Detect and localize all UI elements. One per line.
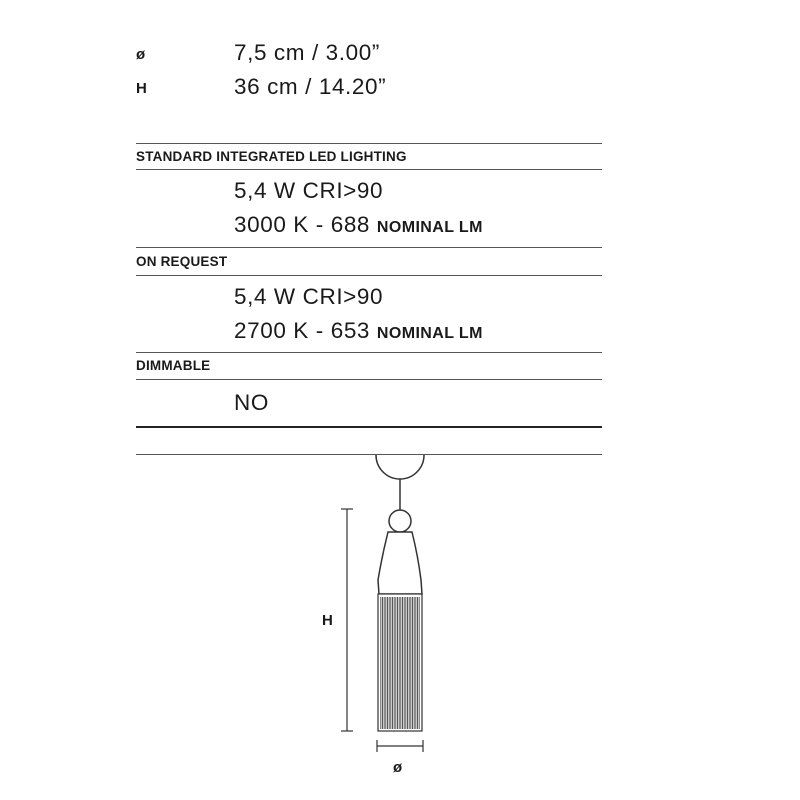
lamp-sphere <box>389 510 411 532</box>
height-value: 36 cm / 14.20” <box>234 74 387 99</box>
on-request-output-main: 2700 K - 653 <box>234 318 371 343</box>
diameter-value: 7,5 cm / 3.00” <box>234 40 380 65</box>
diameter-symbol: ø <box>136 46 146 63</box>
standard-output-main: 3000 K - 688 <box>234 212 371 237</box>
on-request-power: 5,4 W CRI>90 <box>234 284 384 309</box>
standard-output-unit: NOMINAL LM <box>376 219 483 236</box>
standard-heading: STANDARD INTEGRATED LED LIGHTING <box>136 149 407 164</box>
diameter-dimension-label: ø <box>393 759 403 776</box>
dimmable-value: NO <box>234 390 269 415</box>
lamp-body <box>378 532 422 594</box>
on-request-heading: ON REQUEST <box>136 254 228 269</box>
ceiling-canopy <box>376 455 424 479</box>
dimmable-heading: DIMMABLE <box>136 358 211 373</box>
standard-power: 5,4 W CRI>90 <box>234 178 384 203</box>
height-dimension-label: H <box>322 612 333 629</box>
on-request-output-unit: NOMINAL LM <box>376 325 483 342</box>
height-symbol: H <box>136 80 147 97</box>
